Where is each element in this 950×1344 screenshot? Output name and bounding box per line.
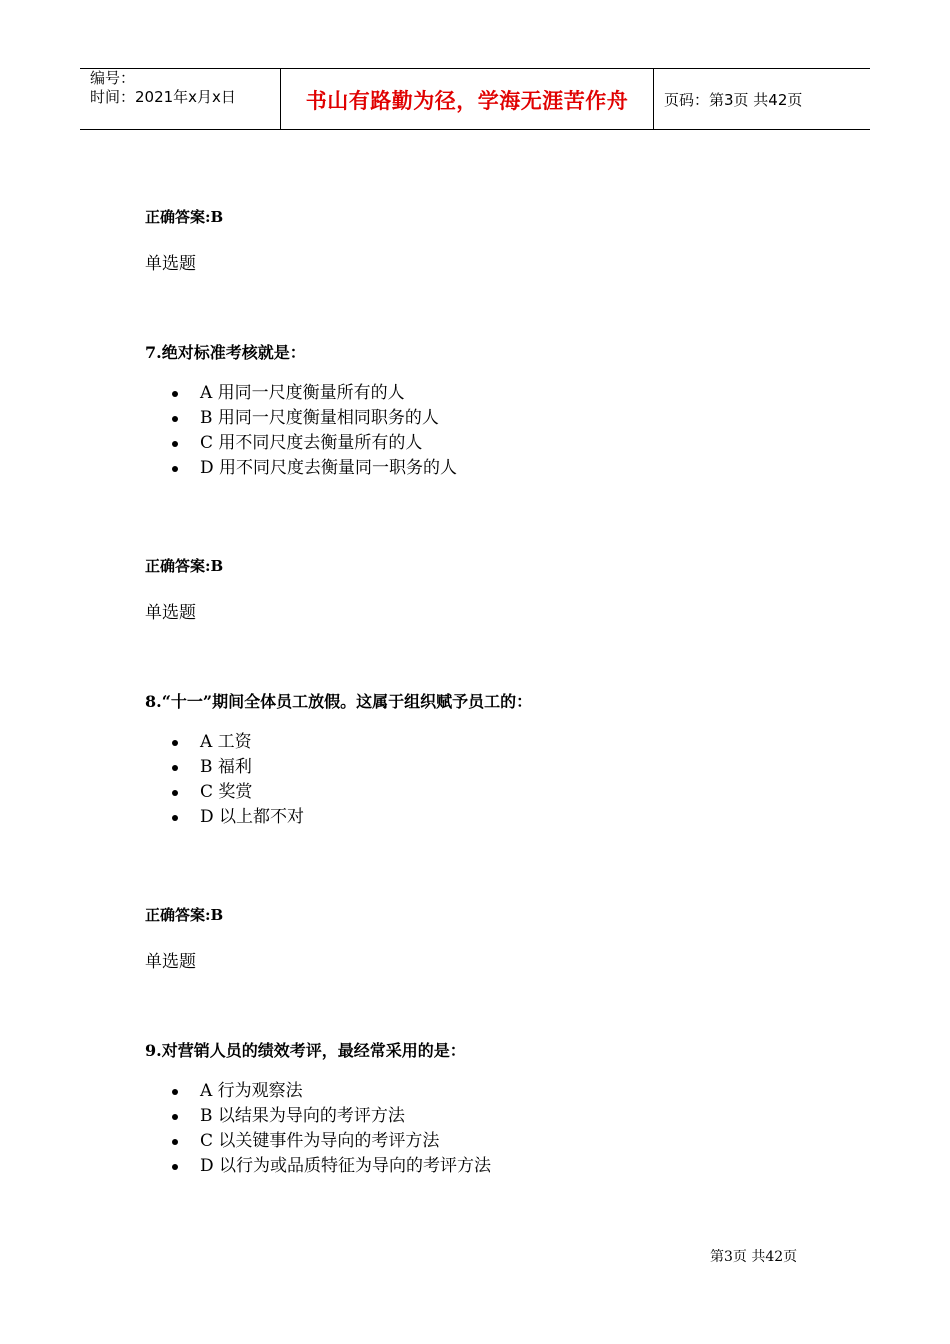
option-label: C 以关键事件为导向的考评方法 [200, 1131, 440, 1151]
bullet-icon [172, 765, 178, 771]
option-label: A 工资 [200, 732, 252, 752]
bullet-icon [172, 740, 178, 746]
option-list [168, 381, 457, 481]
question-title: 7.绝对标准考核就是： [145, 343, 306, 362]
bullet-icon [172, 1089, 178, 1095]
option-label: A 用同一尺度衡量所有的人 [200, 383, 405, 403]
time-label: 时间：2021年x月x日 [90, 88, 236, 106]
option-item[interactable] [168, 1079, 491, 1104]
correct-answer: 正确答案:B [145, 557, 224, 575]
option-label: C 用不同尺度去衡量所有的人 [200, 433, 423, 453]
option-item[interactable] [168, 381, 457, 406]
bullet-icon [172, 815, 178, 821]
option-item[interactable] [168, 780, 304, 805]
option-label: B 用同一尺度衡量相同职务的人 [200, 408, 439, 428]
question-type: 单选题 [145, 603, 196, 623]
bullet-icon [172, 391, 178, 397]
option-item[interactable] [168, 1104, 491, 1129]
bullet-icon [172, 1164, 178, 1170]
motto: 书山有路勤为径，学海无涯苦作舟 [305, 89, 629, 113]
option-label: D 以上都不对 [200, 807, 305, 827]
header-info-cell [80, 69, 281, 129]
option-item[interactable] [168, 1129, 491, 1154]
option-list [168, 730, 304, 830]
option-item[interactable] [168, 456, 457, 481]
bullet-icon [172, 416, 178, 422]
option-item[interactable] [168, 730, 304, 755]
serial-label: 编号： [90, 69, 136, 87]
bullet-icon [172, 441, 178, 447]
question-title: 8.“十一”期间全体员工放假。这属于组织赋予员工的： [145, 692, 533, 711]
option-item[interactable] [168, 406, 457, 431]
header-page-cell [654, 69, 870, 129]
option-label: A 行为观察法 [200, 1081, 303, 1101]
page-header [80, 68, 870, 130]
page-code: 页码：第3页 共42页 [664, 90, 803, 109]
option-label: B 以结果为导向的考评方法 [200, 1106, 405, 1126]
header-motto-cell [281, 69, 654, 129]
option-label: C 奖赏 [200, 782, 253, 802]
question-type: 单选题 [145, 254, 196, 274]
option-item[interactable] [168, 755, 304, 780]
bullet-icon [172, 790, 178, 796]
option-label: D 用不同尺度去衡量同一职务的人 [200, 458, 458, 478]
option-item[interactable] [168, 805, 304, 830]
option-list [168, 1079, 491, 1179]
bullet-icon [172, 466, 178, 472]
correct-answer: 正确答案:B [145, 208, 224, 226]
page-footer-number: 第3页 共42页 [710, 1249, 798, 1265]
option-label: B 福利 [200, 757, 252, 777]
option-label: D 以行为或品质特征为导向的考评方法 [200, 1156, 492, 1176]
option-item[interactable] [168, 1154, 491, 1179]
bullet-icon [172, 1139, 178, 1145]
option-item[interactable] [168, 431, 457, 456]
bullet-icon [172, 1114, 178, 1120]
correct-answer: 正确答案:B [145, 906, 224, 924]
question-title: 9.对营销人员的绩效考评，最经常采用的是： [145, 1041, 466, 1060]
question-type: 单选题 [145, 952, 196, 972]
